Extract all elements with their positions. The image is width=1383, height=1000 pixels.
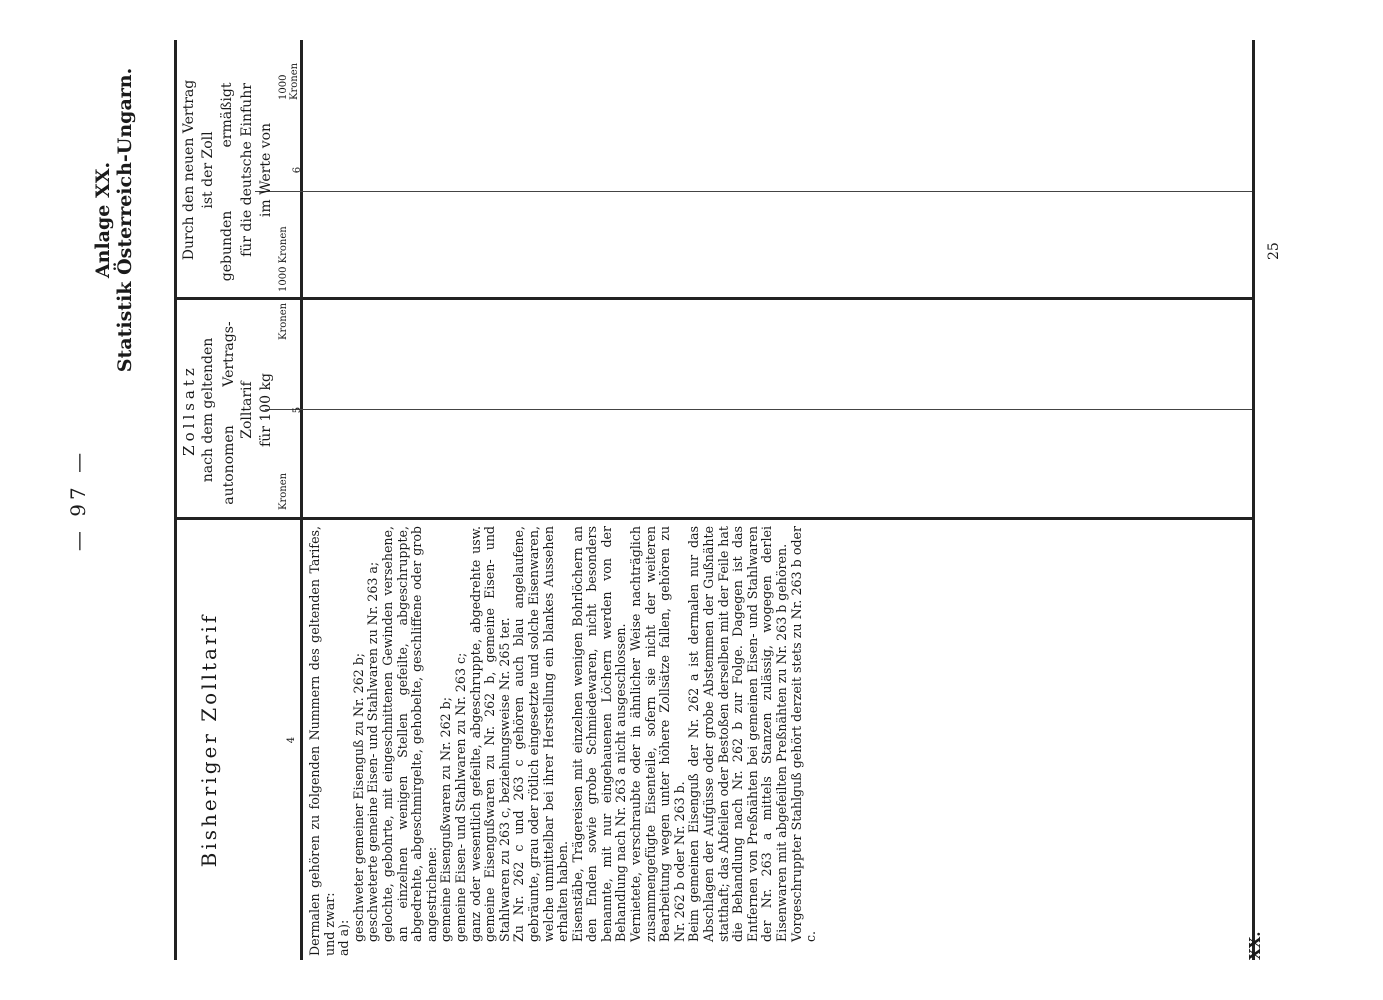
appendix-title: [92, 40, 136, 400]
paragraph-7: Zu Nr. 262 c und 263 c gehören auch blau angelaufene, gebräunte, grau oder rötlich eingesetzte und solche Eisenwaren, welche unmittelbar bei ihrer Herstellung ein blankes Aussehen erhalten haben.: [511, 526, 571, 942]
rotated-document-page: [40, 40, 1350, 960]
paragraph-5: gemeine Eisen- und Stahlwaren zu Nr. 263 c;: [452, 652, 468, 942]
col5-unit-right: Kronen: [278, 302, 289, 340]
col6-unit-right: 1000 Kronen: [278, 62, 300, 100]
signature-number: 25: [1266, 242, 1282, 260]
col5-sub-autonomous: autonomen: [221, 425, 237, 505]
col6-unit-left: 1000 Kronen: [278, 226, 289, 292]
paragraph-9: Vernietete, verschraubte oder in ähnlicher Weise nachträglich zusammengefügte Eisenteile, sofern sie nicht der weiteren Bearbeitung wegen unter höhere Zollsätze fallen, gehören zu Nr. 262 b oder Nr. 263 b.: [628, 526, 687, 942]
table-bottom-rule: [1252, 40, 1255, 960]
col6-sub-reduced: ermäßigt: [219, 82, 235, 148]
col5-tail-line2: für 100 kg: [258, 373, 274, 447]
col5-header-line1: Zollsatz: [180, 364, 198, 456]
paragraph-8: Eisenstäbe, Trägereisen mit einzelnen wenigen Bohrlöchern an den Enden sowie grobe Schmiedewaren, nicht besonders benannte, mit nur eingehauenen Löchern werden von der Behandlung nach Nr. 263 a nicht ausgeschlossen.: [569, 526, 629, 942]
col5-sub-contract: Vertrags-: [221, 321, 237, 387]
page-number: — 97 —: [66, 448, 90, 552]
col4-header: Bisheriger Zolltarif: [197, 612, 221, 868]
col6-number: 6: [292, 166, 303, 174]
col6-tail-line2: im Werte von: [258, 122, 274, 218]
paragraph-3: gelochte, gebohrte, mit eingeschnittenen Gewinden versehene, an einzelnen wenigen Stellen gefeilte, abgeschruppte, abgedrehte, abgeschmirgelte, gehobelte, geschliffene oder grob angestrichene:: [379, 526, 439, 942]
col5-number: 5: [292, 406, 303, 414]
col4-number: 4: [286, 736, 297, 744]
col5-inner-divider: [265, 409, 1255, 410]
col-divider-4-5: [174, 517, 1254, 520]
paragraph-10: Beim gemeinen Eisenguß der Nr. 262 a ist dermalen nur das Abschlagen der Aufgüsse oder grobe Abstemmen der Gußnähte statthaft; das Abfeilen oder Bestoßen derselben mit der Feile hat die Behandlung nach Nr. 262 b zur Folge. Dagegen ist das Entfernen von Preßnähten bei gemeinen Eisen- und Stahlwaren der Nr. 263 a mittels Stanzen zulässig, wogegen derlei Eisenwaren mit abgefeilten Preßnähten zu Nr. 263 b gehören.: [686, 526, 789, 942]
col6-sub-bound: gebunden: [219, 210, 235, 282]
appendix-label: Anlage XX.: [92, 161, 114, 279]
col5-header-line2: nach dem geltenden: [200, 337, 216, 483]
col5-header: [180, 300, 218, 520]
col6-header-tail: [238, 40, 276, 300]
col6-header: [180, 40, 218, 300]
sheet-mark: XX.: [1246, 931, 1264, 960]
col6-header-line2: ist der Zoll: [200, 131, 216, 209]
paragraph-1: geschweter gemeiner Eisenguß zu Nr. 262 b;: [350, 652, 366, 942]
ad-a-label: ad a):: [336, 919, 352, 956]
col5-unit-left: Kronen: [278, 472, 289, 510]
col5-header-tail: [238, 300, 276, 520]
paragraph-4: gemeine Eisengußwaren zu Nr. 262 b;: [438, 697, 454, 942]
table-top-rule: [174, 40, 177, 960]
col5-tail-line1: Zolltarif: [239, 381, 255, 439]
col-divider-5-6: [174, 297, 1254, 300]
appendix-subtitle: Statistik Österreich-Ungarn.: [114, 67, 136, 373]
col6-tail-line1: für die deutsche Einfuhr: [239, 83, 255, 257]
col6-inner-divider: [255, 191, 1255, 192]
paragraph-6: ganz oder wesentlich gefeilte, abgeschruppte, abgedrehte usw. gemeine Eisengußwaren zu Nr. 262 b, gemeine Eisen- und Stahlwaren zu 263 c, beziehungsweise Nr. 265 ter.: [467, 526, 512, 942]
paragraph-2: geschweterte gemeine Eisen- und Stahlwaren zu Nr. 263 a;: [365, 561, 381, 942]
col6-header-line1: Durch den neuen Vertrag: [181, 79, 197, 261]
paragraph-11: Vorgeschruppter Stahlguß gehört derzeit stets zu Nr. 263 b oder c.: [788, 526, 819, 942]
tariff-body-text: [308, 526, 819, 956]
intro-paragraph: Dermalen gehören zu folgenden Nummern des geltenden Tarifes, und zwar:: [307, 526, 337, 956]
